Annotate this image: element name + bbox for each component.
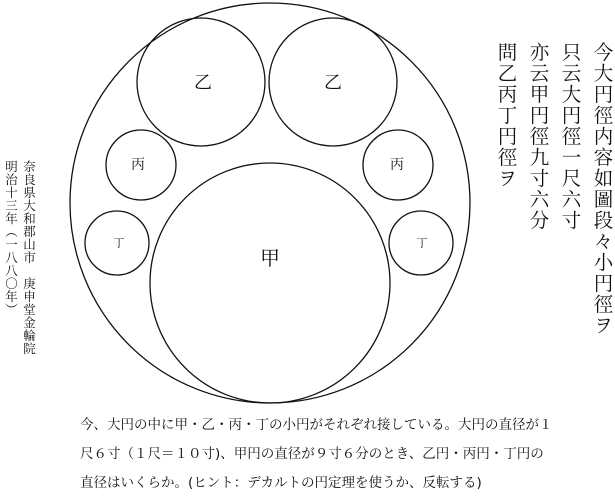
label-hei-right: 丙	[390, 157, 404, 173]
label-ko: 甲	[260, 246, 280, 270]
problem-caption	[80, 411, 580, 498]
problem-line-1: 今大円徑内容如圖段々小円徑ヲ	[590, 42, 614, 336]
label-hei-left: 丙	[131, 157, 145, 173]
outer-circle	[70, 3, 470, 403]
circle-ko	[150, 163, 390, 403]
problem-line-2: 只云大円徑一尺六寸	[558, 42, 582, 231]
caption-line-2: 尺６寸（１尺＝１０寸)、甲円の直径が９寸６分のとき、乙円・丙円・丁円の	[80, 446, 544, 462]
label-tei-right: 丁	[416, 236, 428, 250]
problem-line-3: 亦云甲円徑九寸六分	[526, 42, 550, 231]
label-otsu-right: 乙	[324, 72, 342, 94]
problem-line-4: 問乙丙丁円徑ヲ	[494, 42, 518, 189]
caption-line-1: 今、大円の中に甲・乙・丙・丁の小円がそれぞれ接している。大円の直径が１	[80, 417, 553, 433]
source-location: 奈良県大和郡山市 庚申堂金輪院	[21, 160, 37, 355]
label-otsu-left: 乙	[194, 72, 212, 94]
caption-line-3: 直径はいくらか。(ヒント：デカルトの円定理を使うか、反転する)	[80, 475, 482, 491]
source-date: 明治十三年（一八八〇年）	[3, 160, 19, 316]
label-tei-left: 丁	[113, 236, 125, 250]
